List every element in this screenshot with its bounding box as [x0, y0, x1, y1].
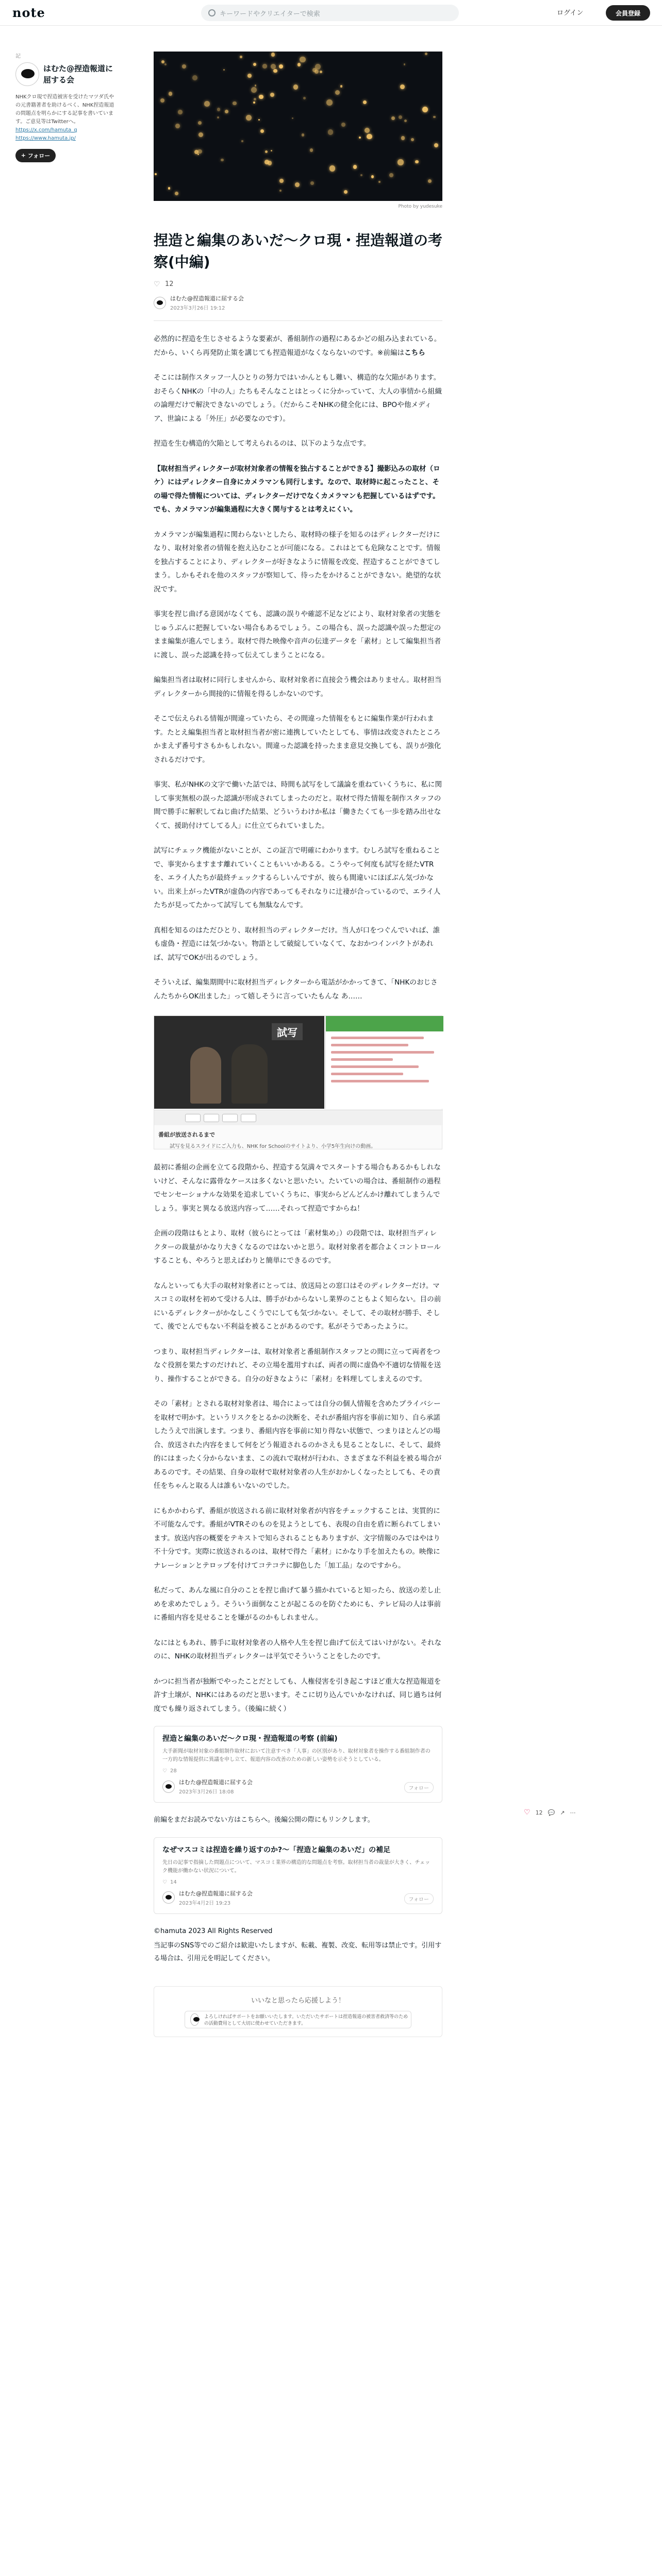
light-dot [404, 120, 407, 122]
light-dot [297, 63, 301, 66]
light-dot [367, 134, 372, 140]
login-link[interactable]: ログイン [557, 9, 584, 17]
copyright: ©hamuta 2023 All Rights Reserved [154, 1927, 273, 1935]
site-link[interactable]: https://www.hamuta.jp/ [15, 135, 76, 141]
light-dot [241, 140, 243, 142]
embedded-screenshot [154, 1015, 442, 1149]
light-dot [253, 101, 255, 103]
author-avatar [162, 1891, 175, 1904]
diagram-line [331, 1037, 424, 1039]
light-dot [192, 75, 197, 80]
creator-avatar[interactable] [15, 62, 39, 86]
search-icon [208, 9, 216, 16]
creator-name[interactable]: はむた@捏造報道に屈する会 [43, 64, 113, 84]
light-dot [433, 116, 436, 118]
top-nav [0, 0, 662, 26]
light-dot [300, 57, 306, 63]
light-dot [247, 74, 252, 78]
diagram-line [331, 1044, 408, 1046]
person-figure [190, 1047, 221, 1104]
light-dot [221, 159, 223, 161]
heart-icon: ♡ [162, 1768, 167, 1774]
light-dot [344, 190, 347, 194]
note-logo[interactable]: note [12, 5, 45, 20]
light-dot [175, 192, 178, 195]
paragraph: 私だって、あんな風に自分のことを捏じ曲げて暴う描かれていると知ったら、放送の差し止めを求めたでしょう。そういう面倒なことが起こるのを防ぐためにも、テレビ局の人は事前に番組内容を見せることを嫌がるのかもしれません。 [154, 1586, 441, 1622]
follow-button[interactable]: + フォロー [15, 149, 56, 162]
light-dot [359, 137, 361, 139]
light-dot [198, 121, 202, 125]
light-dot [360, 174, 362, 176]
paragraph: カメラマンが編集過程に関わらないとしたら、取材時の様子を知るのはディレクターだけになり、取材対象者の情報を抱え込むことが可能になる。これはとても危険なことです。情報を独占することにより、ディレクターが好きなように情報を改変、捏造することができてしまう。しかもそれを他のスタッフが察知して、待ったをかけることができない。絶望的な状況です。 [154, 530, 441, 594]
embedded-article-card[interactable] [154, 1837, 442, 1914]
light-dot [233, 101, 237, 106]
light-dot [303, 97, 306, 99]
card-likes: ♡ 14 [162, 1879, 177, 1885]
light-dot [161, 60, 164, 63]
diagram-line [331, 1080, 429, 1082]
light-dot [404, 63, 406, 65]
screenshot-tag: 試写 [272, 1023, 303, 1040]
light-dot [365, 128, 370, 133]
paragraph: そこには制作スタッフ一人ひとりの努力ではいかんともし難い、構造的な欠陥があります。おそらくNHKの「中の人」たちもそんなことはとっくに分かっていて、大人の事情から組織の論理だけで解決できないのでしょう。（だからこそNHKの健全化には、BPOや他メディア、世論による「外圧」が必要なのです）。 [154, 374, 442, 423]
diagram-line [331, 1058, 393, 1061]
light-dot [246, 115, 252, 121]
light-dot [271, 53, 275, 56]
card-likes: ♡ 28 [162, 1768, 177, 1774]
light-dot [341, 123, 345, 127]
light-dot [169, 92, 172, 95]
comment-icon[interactable]: 💬 [548, 1809, 555, 1816]
light-dot [253, 63, 256, 66]
light-dot [295, 182, 300, 187]
like-count[interactable]: ♡ 12 [154, 280, 174, 289]
light-dot [279, 190, 282, 192]
light-dot [434, 143, 438, 147]
card-author[interactable]: はむた@捏造報道に屈する会 2023年3月26日 18:08 [162, 1778, 434, 1795]
paragraph: なんといっても大手の取材対象者にとっては、放送局との窓口はそのディレクターだけ。マスコミの取材を初めて受ける人は、勝手がわからないし業界のこともよく知らない。目の前にいるディレクターがかなしこくうでにしても気づかない。そして、その取材が勝手、そして、後でとんでもない不利益を被ることがあるのです。私がそうであったように。 [154, 1281, 441, 1331]
light-dot [168, 187, 171, 190]
light-dot [271, 64, 276, 69]
light-dot [270, 93, 274, 97]
light-dot [428, 179, 432, 183]
twitter-link[interactable]: https://x.com/hamuta_q [15, 127, 77, 133]
light-dot [329, 165, 335, 171]
light-dot [273, 69, 277, 73]
light-dot [335, 90, 340, 95]
support-box [154, 1986, 442, 2037]
light-dot [411, 138, 414, 141]
light-dot [425, 53, 427, 55]
light-dot [217, 108, 221, 111]
paragraph: そういえば、編集期間中に取材担当ディレクターから電話がかかってきて、「NHKのおじさんたちからOK出ました」って嬉しそうに言っていたもんな あ…… [154, 978, 438, 1001]
light-dot [198, 132, 203, 137]
light-dot [398, 159, 403, 165]
heart-icon[interactable]: ♡ [154, 280, 160, 289]
author-row[interactable] [154, 294, 442, 311]
light-dot [251, 87, 257, 93]
light-dot [255, 84, 257, 87]
light-dot [279, 64, 283, 69]
light-dot [175, 124, 180, 128]
paragraph: 事実、私がNHKの文字で働いた話では、時間も試写をして議論を重ねていくうちに、私に関して事実無根の誤った認識が形成されてしまったのだと。取材で得た情報を制作スタッフの間で勝手に解釈してねじ曲げた結果、どういうわけか私は「働きたくても一歩を踏み出せなくて、援助付けてしてる人」に仕立てられていました。 [154, 781, 442, 830]
prev-article-link[interactable]: こちら [404, 348, 425, 357]
light-dot [164, 63, 167, 66]
diagram-panel [325, 1016, 443, 1109]
light-dot [197, 154, 199, 155]
diagram-line [331, 1073, 403, 1075]
light-dot [225, 110, 228, 113]
light-dot [262, 64, 267, 68]
light-dot [182, 64, 187, 69]
paragraph: 事実を捏じ曲げる意図がなくても、認識の誤りや確認不足などにより、取材対象者の実態をじゅうぶんに把握していない場合もあるでしょう。この場合も、誤った認識や誤った想定のまま編集が進んでしまう。取材で得た映像や音声の伝達データを「素材」として編集担当者に渡し、誤った認識を持って伝えてしまうことになる。 [154, 610, 441, 659]
author-avatar [190, 2013, 199, 2026]
screenshot-caption: 番組が放送されるまで [158, 1131, 215, 1138]
light-dot [259, 95, 263, 99]
light-dot [391, 116, 395, 120]
paragraph: 真相を知るのはただひとり、取材担当のディレクターだけ。当人が口をつぐんでいれば、誰も虚偽・捏造には気づかない。物語として破綻していなくて、なおかつインパクトがあれば、試写でOKが出るのでしょう。 [154, 926, 440, 962]
more-icon[interactable]: ⋯ [570, 1809, 576, 1816]
heart-icon[interactable]: ♡ [524, 1808, 531, 1817]
paragraph: 前編をまだお読みでない方はこちらへ。後編公開の際にもリンクします。 [154, 1816, 374, 1824]
paragraph: なにはともあれ、勝手に取材対象者の人格や人生を捏じ曲げて伝えてはいけがない。それなのに、NHKの取材担当ディレクターは平気でそういうことをしたのです。 [154, 1638, 442, 1660]
light-dot [315, 64, 321, 70]
light-dot [399, 115, 402, 119]
light-dot [217, 116, 219, 118]
paragraph: 編集担当者は取材に同行しませんから、取材対象者に直接会う機会はありません。取材担当ディレクターから間接的に情報を得るしかないのです。 [154, 676, 442, 698]
author-avatar [162, 1781, 175, 1793]
light-dot [315, 70, 319, 74]
paragraph: 企画の段階はもとより、取材（彼らにとっては「素材集め」）の段階では、取材担当ディレクターの裁量がかなり大きくなるのではないかと思う。取材対象者を都合よくコントロールすることも、やろうと思えばわりと簡単にできるのです。 [154, 1229, 441, 1265]
heart-icon: ♡ [162, 1879, 167, 1885]
article-title: 捏造と編集のあいだ〜クロ現・捏造報道の考察(中編) [154, 232, 443, 270]
embedded-article-card[interactable] [154, 1726, 442, 1803]
article-main [154, 52, 442, 2037]
light-dot [254, 98, 256, 100]
video-toolbar [154, 1110, 443, 1125]
paragraph: そこで伝えられる情報が間違っていたら、その間違った情報をもとに編集作業が行われます。たとえ編集担当者と取材担当者が密に連携していたとしても、事情は改変されたところかまえず番号すさもかもしれない。間違った認識を持ったまま意見交換しても、誤りが強化されるだけです。 [154, 715, 441, 764]
paragraph: 最初に番組の企画を立てる段階から、捏造する気満々でスタートする場合もあるかもしれないけど、そんなに露骨なケースは多くないと思いたい。たいていの場合は、番組制作の過程でセンセーショナルな効果を追求していくうちに、事実からどんどんかけ離れてしまうんでしょう。事実と異なる放送内容って……それって捏造ですからね！ [154, 1163, 441, 1213]
light-dot [378, 181, 380, 183]
photo-credit[interactable]: Photo by yudesuke [398, 204, 442, 209]
magazine-sidebar [15, 52, 119, 162]
light-dot [302, 133, 304, 136]
light-dot [258, 119, 260, 121]
diagram-line [331, 1051, 434, 1054]
light-dot [271, 150, 272, 151]
paragraph: その「素材」とされる取材対象者は、場合によっては自分の個人情報を含めたプライバシーを取材で明かす。というリスクをとるかの決断を、それが番組内容を事前に知り、自ら承諾したうえで出演します。つまり、番組内容を事前に知り得ない状態で、つまりほとんどの場合、放送された内容をまして何をどう報道されるのかさえも見ることなしに、そして、最終的にはまったく分からないまま、この流れで取材が行われ、さまざまな不利益を被る場合があるのです。その結果、自身の取材で取材対象者の人生がおかしくなったとしても、その責任をちゃんと取る人は誰もいないのでした。 [154, 1400, 442, 1490]
light-dot [260, 129, 264, 133]
light-dot [328, 129, 333, 134]
divider [154, 320, 442, 321]
search-input[interactable]: キーワードやクリエイターで検索 [201, 5, 459, 21]
floating-action-bar: ♡ 12 💬 ↗ ⋯ [524, 1808, 576, 1817]
person-figure [231, 1044, 268, 1104]
light-dot [371, 175, 374, 178]
post-date: 2023年3月26日 19:12 [170, 306, 225, 311]
paragraph: 【取材担当ディレクターが取材対象者の情報を独占することができる】撮影込みの取材（ロケ）にはディレクター自身にカメラマンも同行します。なので、取材時に起こったこと、その場で得た情報については、ディレクターだけでなくカメラマンも把握しているはずです。でも、カメラマンが編集過程に大きく関与するとは考えにくい。 [154, 464, 440, 514]
screenshot-subcaption: 試写を見るスライドにご入力も、NHK for Schoolのサイトより、小学5年生向けの動画。 [170, 1144, 376, 1149]
card-description: 先日の記事で指摘した問題点について、マスコミ業界の構造的な問題点を考察。取材担当者の裁量が大きく、チェック機能が働かない状況について。 [162, 1859, 431, 1874]
light-dot [292, 117, 293, 119]
card-title[interactable]: 捏造と編集のあいだ〜クロ現・捏造報道の考察 (前編) [162, 1735, 338, 1743]
card-follow-button[interactable]: フォロー [404, 1782, 434, 1793]
toolbar-button[interactable] [204, 1114, 219, 1122]
support-title: いいなと思ったら応援しよう！ [251, 1996, 345, 2005]
card-title[interactable]: なぜマスコミは捏造を繰り返すのか?〜「捏造と編集のあいだ」の補足 [162, 1845, 391, 1854]
paragraph: 必然的に捏造を生じさせるような要素が、番組制作の過程にあるかどの組み込まれている。だから、いくら再発防止策を講じても捏造報道がなくならないのです。※前編はこちら [154, 335, 441, 357]
light-dot [353, 165, 357, 168]
author-name[interactable]: はむた@捏造報道に屈する会 [170, 295, 244, 302]
diagram-line [331, 1065, 419, 1068]
share-icon[interactable]: ↗ [560, 1809, 565, 1816]
light-dot [400, 84, 405, 89]
light-dot [422, 107, 428, 112]
paragraph: かつに担当者が独断でやったことだとしても、人権侵害を引き起こすほど重大な捏造報道を許す土壌が、NHKにはあるのだと思います。そこに切り込んでいかなければ、同じ過ちは何度でも繰り返されてしまう。（後編に続く） [154, 1677, 442, 1713]
light-dot [240, 56, 242, 58]
light-dot [204, 101, 209, 106]
toolbar-button[interactable] [241, 1114, 256, 1122]
notice: 当記事のSNS等でのご紹介は歓迎いたしますが、転載、複製、改変、転用等は禁止です。引用する場合は、引用元を明記してください。 [154, 1942, 442, 1963]
paragraph: 試写にチェック機能がないことが、この証言で明確にわかります。むしろ試写を重ねることで、事実からますます離れていくこともいいかあるる。こうやって何度も試写を経たVTRを、エライ人たちが最終チェックするらしいんですが、彼らも間違いにほぼぶん気づかない。出来上がったVTRが虚偽の内容であってもそれなりに辻褄が合っているので、エライ人たちが見ってたかって試写しても無駄なんです。 [154, 846, 441, 909]
light-dot [326, 99, 333, 106]
light-dot [310, 148, 313, 152]
light-dot [310, 181, 314, 185]
light-dot [279, 179, 284, 183]
signup-button[interactable]: 会員登録 [606, 5, 650, 21]
light-dot [160, 98, 164, 103]
article-body [154, 332, 442, 1716]
card-follow-button[interactable]: フォロー [404, 1893, 434, 1904]
light-dot [178, 110, 183, 114]
card-author[interactable]: はむた@捏造報道に屈する会 2023年4月2日 19:23 [162, 1889, 434, 1906]
hero-image [154, 52, 442, 201]
toolbar-button[interactable] [185, 1114, 201, 1122]
toolbar-button[interactable] [222, 1114, 238, 1122]
paragraph: にもかかわらず、番組が放送される前に取材対象者が内容をチェックすることは、実質的に不可能なんです。番組がVTRそのものを見ようとしても、表現の自由を盾に断られてしまいます。放送内容の概要をテキストで知らされることもありますが、文字情報のみではやはり不十分です。実際に放送されるのは、取材で得た「素材」にかなり手を加えたもの。映像にナレーションとテロップを付けてコテコテに脚色した「加工品」なのですから。 [154, 1506, 441, 1570]
card-description: 大手新聞が取材対象の番組制作取材において注意すべき「人事」の区別があり、取材対象者を操作する番組制作者の一方的な情報提供に異議を申し立て、報道内容の改善のための新しい姿勢を示そうとしている。 [162, 1749, 431, 1762]
light-dot [155, 173, 157, 176]
light-dot [415, 160, 418, 163]
light-dot [320, 71, 322, 73]
diagram-header [326, 1016, 443, 1031]
light-dot [223, 69, 225, 71]
paragraph: つまり、取材担当ディレクターは、取材対象者と番組制作スタッフとの間に立って両者をつなぐ役割を果たすのだけれど、その立場を濫用すれば、両者の間に虚偽や不適切な情報を送り、操作することができる。自分の好きなように「素材」を料理してしまえるのです。 [154, 1347, 441, 1383]
creator-description: NHKクロ現で捏造被害を受けたマツダ氏やの元書籍著者を助けるべく、NHK捏造報道の問題点を明らかにする記事を書いています。ご意見等はTwitterへ。 https://x.com/hamuta_q https://www.hamuta.jp/ [15, 94, 114, 141]
light-dot [401, 136, 405, 140]
light-dot [293, 84, 299, 90]
video-frame [154, 1016, 324, 1109]
light-dot [363, 100, 367, 104]
light-dot [265, 150, 268, 153]
light-dot [340, 85, 343, 88]
light-dot [389, 173, 393, 177]
paragraph: 捏造を生む構造的欠陥として考えられるのは、以下のような点です。 [154, 439, 371, 448]
author-avatar[interactable] [154, 297, 166, 309]
support-message[interactable]: よろしければサポートをお願いいたします。いただいたサポートは捏造報道の被害者救済等のための活動費用として大切に使わせていただきます。 [185, 2011, 411, 2028]
sidebar-label: 記 [15, 54, 21, 59]
